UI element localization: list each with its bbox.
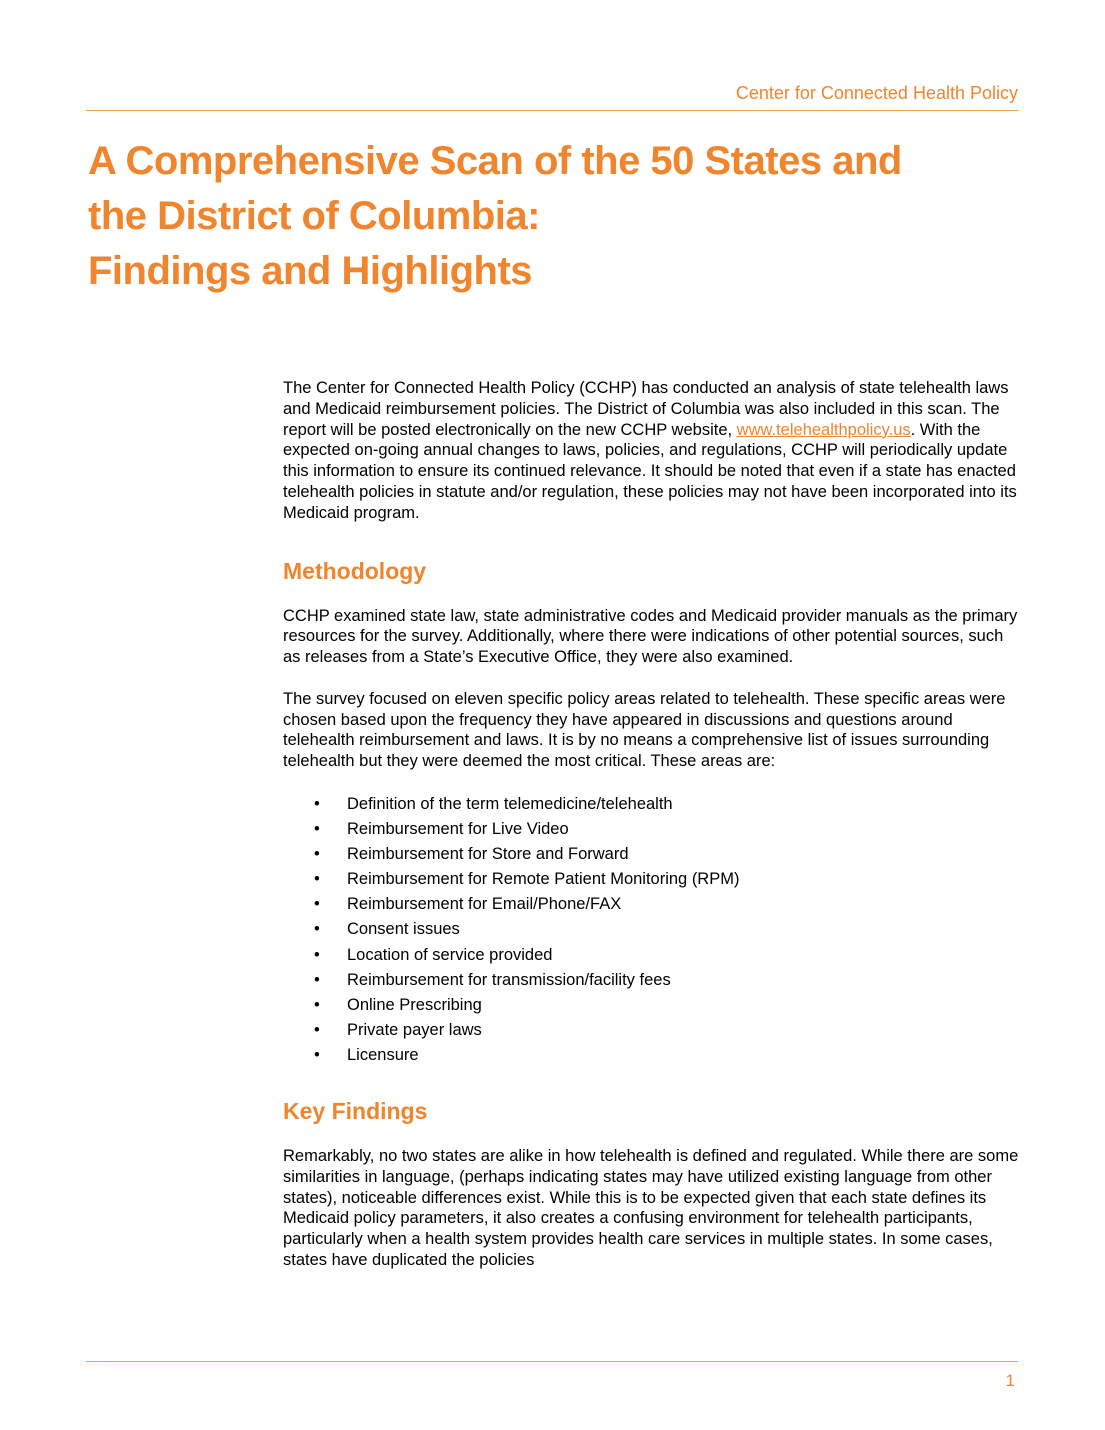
bullet-icon: •	[314, 1020, 320, 1039]
main-content	[283, 378, 1023, 1271]
policy-areas-list	[283, 792, 1023, 1068]
key-findings-paragraph-1: Remarkably, no two states are alike in how telehealth is defined and regulated. While there are some similarities in language, (perhaps indicating states may have utilized existing language from other states), noticeable differences exist. While this is to be expected given that each state defines its Medicaid policy parameters, it also creates a confusing environment for telehealth participants, particularly when a health system provides health care services in multiple states. In some cases, states have duplicated the policies	[283, 1146, 1019, 1269]
list-item-text: Reimbursement for Store and Forward	[347, 845, 629, 864]
bullet-icon: •	[314, 820, 320, 839]
bullet-icon: •	[314, 845, 320, 864]
methodology-heading: Methodology	[283, 557, 427, 584]
title-line-1: A Comprehensive Scan of the 50 States and	[88, 139, 902, 183]
intro-text-before-link: The Center for Connected Health Policy (CCHP) has conducted an analysis of state telehealth laws and Medicaid reimbursement policies. The District of Columbia was also included in this scan. The report will be posted electronically on the new CCHP website,	[283, 379, 1009, 439]
list-item	[283, 1018, 1023, 1043]
list-item	[283, 1043, 1023, 1068]
list-item-text: Location of service provided	[347, 945, 553, 964]
methodology-paragraph-1: CCHP examined state law, state administrative codes and Medicaid provider manuals as the primary resources for the survey. Additionally, where there were indications of other potential sources, such as releases from a State’s Executive Office, they were also examined.	[283, 606, 1018, 667]
page-number: 1	[1005, 1371, 1015, 1390]
intro-text-after-link: . With the expected on-going annual changes to laws, policies, and regulations, CCHP will periodically update this information to ensure its continued relevance. It should be noted that even if a state has enacted telehealth policies in statute and/or regulation, these policies may not have been incorporated into its Medicaid program.	[283, 420, 1017, 522]
list-item-text: Definition of the term telemedicine/telehealth	[347, 794, 673, 813]
bullet-icon: •	[314, 945, 320, 964]
list-item-text: Licensure	[347, 1045, 419, 1064]
bullet-icon: •	[314, 920, 320, 939]
key-findings-heading: Key Findings	[283, 1097, 428, 1124]
list-item	[283, 917, 1023, 942]
bullet-icon: •	[314, 995, 320, 1014]
bullet-icon: •	[314, 970, 320, 989]
telehealthpolicy-link[interactable]: www.telehealthpolicy.us	[736, 420, 911, 439]
list-item	[283, 817, 1023, 842]
bullet-icon: •	[314, 870, 320, 889]
title-line-2: the District of Columbia:	[88, 194, 540, 238]
header-divider	[86, 110, 1018, 111]
list-item	[283, 842, 1023, 867]
list-item-text: Online Prescribing	[347, 995, 482, 1014]
bullet-icon: •	[314, 895, 320, 914]
bullet-icon: •	[314, 794, 320, 813]
methodology-paragraph-2: The survey focused on eleven specific policy areas related to telehealth. These specific areas were chosen based upon the frequency they have appeared in discussions and questions around telehealth reimbursement and laws. It is by no means a comprehensive list of issues surrounding telehealth but they were deemed the most critical. These areas are:	[283, 689, 1006, 771]
list-item-text: Reimbursement for Live Video	[347, 820, 569, 839]
document-title	[88, 134, 1048, 299]
list-item	[283, 943, 1023, 968]
title-line-3: Findings and Highlights	[88, 249, 533, 293]
list-item	[283, 792, 1023, 817]
list-item	[283, 867, 1023, 892]
intro-paragraph	[283, 378, 1023, 524]
list-item	[283, 993, 1023, 1018]
list-item-text: Reimbursement for Remote Patient Monitoring (RPM)	[347, 870, 740, 889]
list-item-text: Private payer laws	[347, 1020, 482, 1039]
list-item-text: Consent issues	[347, 920, 460, 939]
list-item	[283, 892, 1023, 917]
footer-divider	[86, 1361, 1018, 1362]
list-item	[283, 968, 1023, 993]
bullet-icon: •	[314, 1045, 320, 1064]
list-item-text: Reimbursement for transmission/facility fees	[347, 970, 671, 989]
list-item-text: Reimbursement for Email/Phone/FAX	[347, 895, 622, 914]
header-organization: Center for Connected Health Policy	[735, 83, 1018, 103]
